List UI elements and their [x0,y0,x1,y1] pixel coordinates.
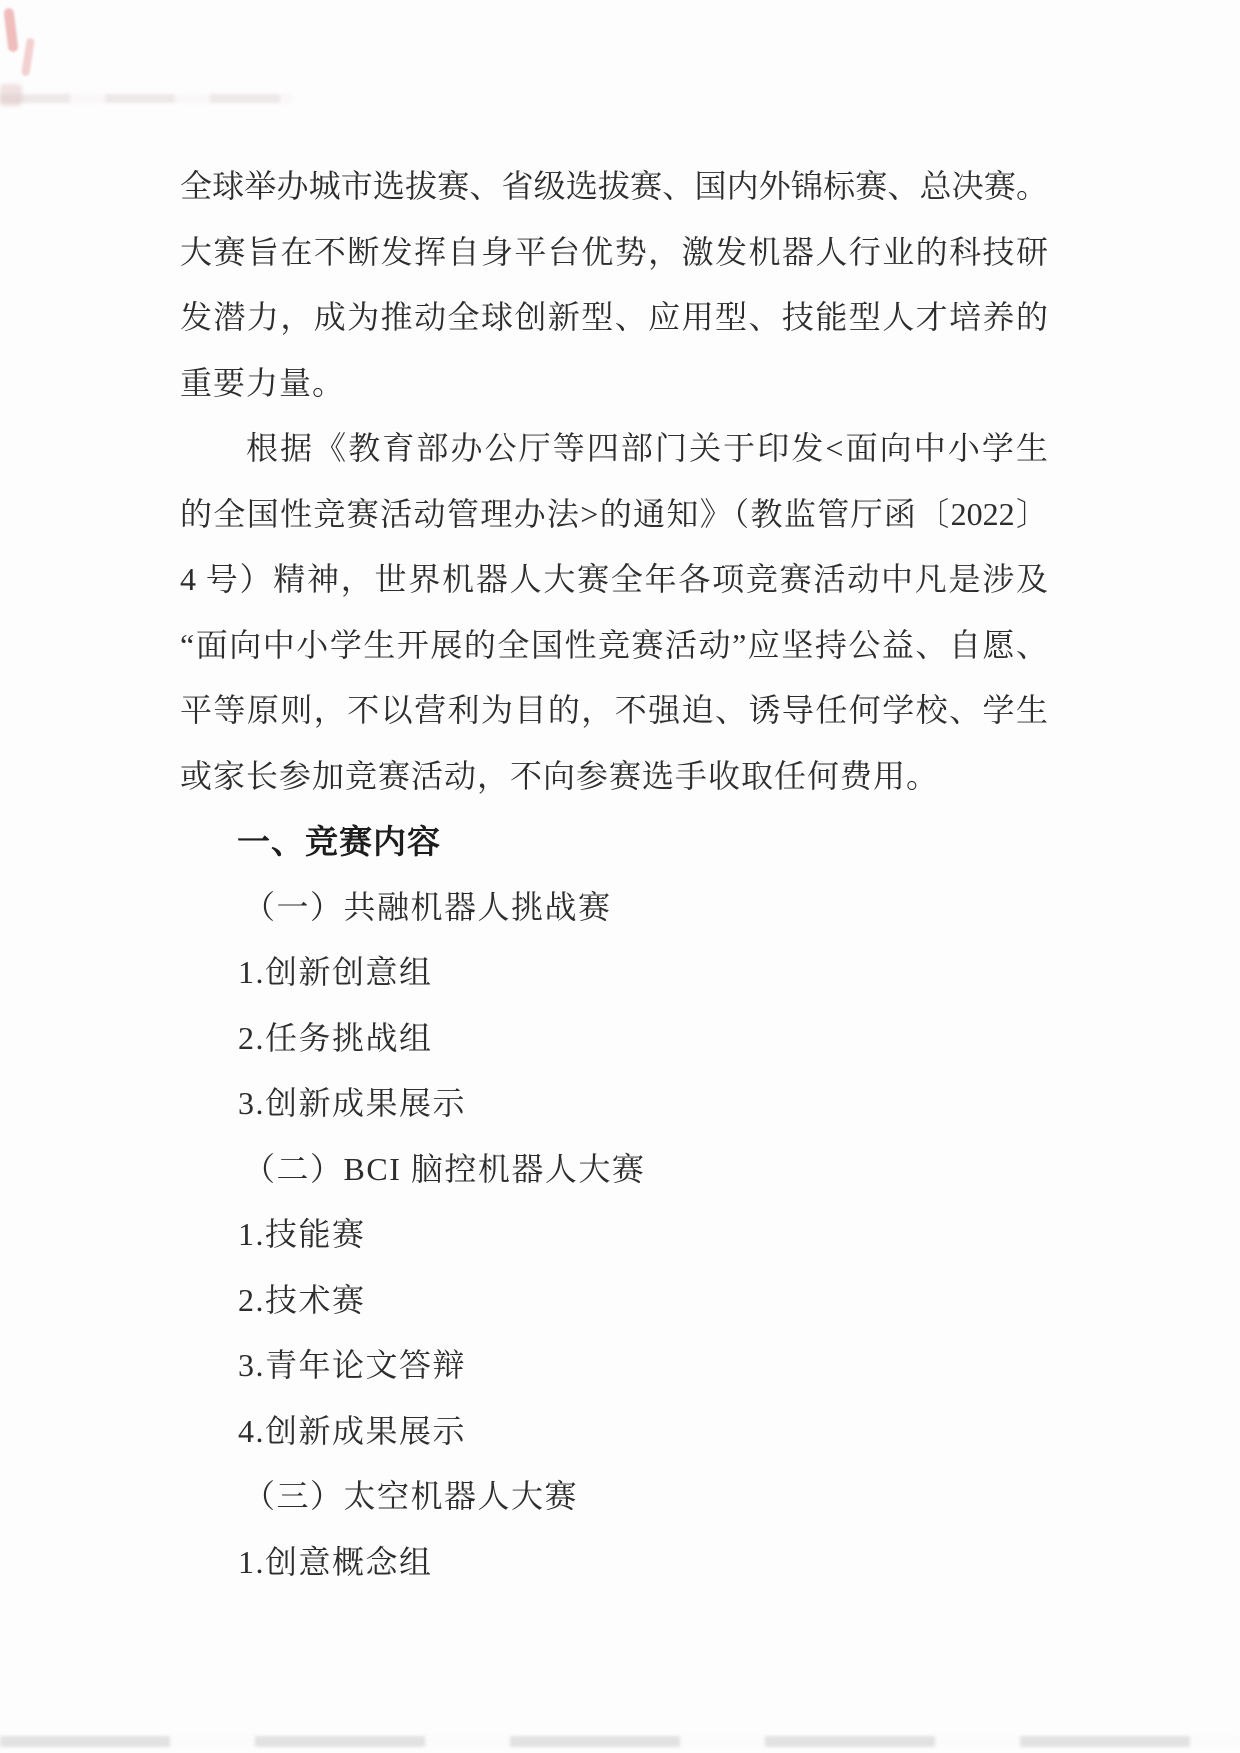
subsection-heading-gongrong-robot: （一）共融机器人挑战赛 [243,888,612,925]
subsection-heading-bci-robot: （二）BCI 脑控机器人大赛 [243,1150,646,1187]
list-item: 1.技能赛 [238,1216,366,1252]
list-item: 1.创意概念组 [238,1543,433,1580]
body-line: 大赛旨在不断发挥自身平台优势，激发机器人行业的科技研 [180,233,1048,270]
subsection-heading-space-robot: （三）太空机器人大赛 [243,1478,579,1514]
list-item: 3.创新成果展示 [238,1085,467,1121]
list-item: 2.技术赛 [238,1281,366,1318]
list-item: 3.青年论文答辩 [238,1347,467,1383]
scan-artifact-streak [0,94,292,103]
list-item: 4.创新成果展示 [238,1412,467,1449]
section-heading-competition-content: 一、竞赛内容 [237,823,441,860]
body-line: 4 号）精神，世界机器人大赛全年各项竞赛活动中凡是涉及 [180,561,1048,597]
body-line: 的全国性竞赛活动管理办法>的通知》（教监管厅函〔2022〕 [180,495,1048,532]
body-line-paragraph-start: 根据《教育部办公厅等四部门关于印发<面向中小学生 [246,430,1048,466]
scan-artifact-smudge [0,84,22,106]
body-line: 发潜力，成为推动全球创新型、应用型、技能型人才培养的 [180,299,1048,335]
scan-artifact-streak [0,1736,1240,1747]
scan-artifact-red-mark [21,38,35,77]
body-line: “面向中小学生开展的全国性竞赛活动”应坚持公益、自愿、 [180,626,1048,663]
list-item: 2.任务挑战组 [238,1019,433,1056]
body-line: 平等原则，不以营利为目的，不强迫、诱导任何学校、学生 [180,692,1048,728]
body-line: 全球举办城市选拔赛、省级选拔赛、国内外锦标赛、总决赛。 [180,168,1048,204]
body-line: 重要力量。 [180,364,346,401]
body-line: 或家长参加竞赛活动，不向参赛选手收取任何费用。 [180,757,940,794]
scan-artifact-red-mark [3,8,18,53]
document-body [180,154,1048,1595]
list-item: 1.创新创意组 [238,954,433,990]
